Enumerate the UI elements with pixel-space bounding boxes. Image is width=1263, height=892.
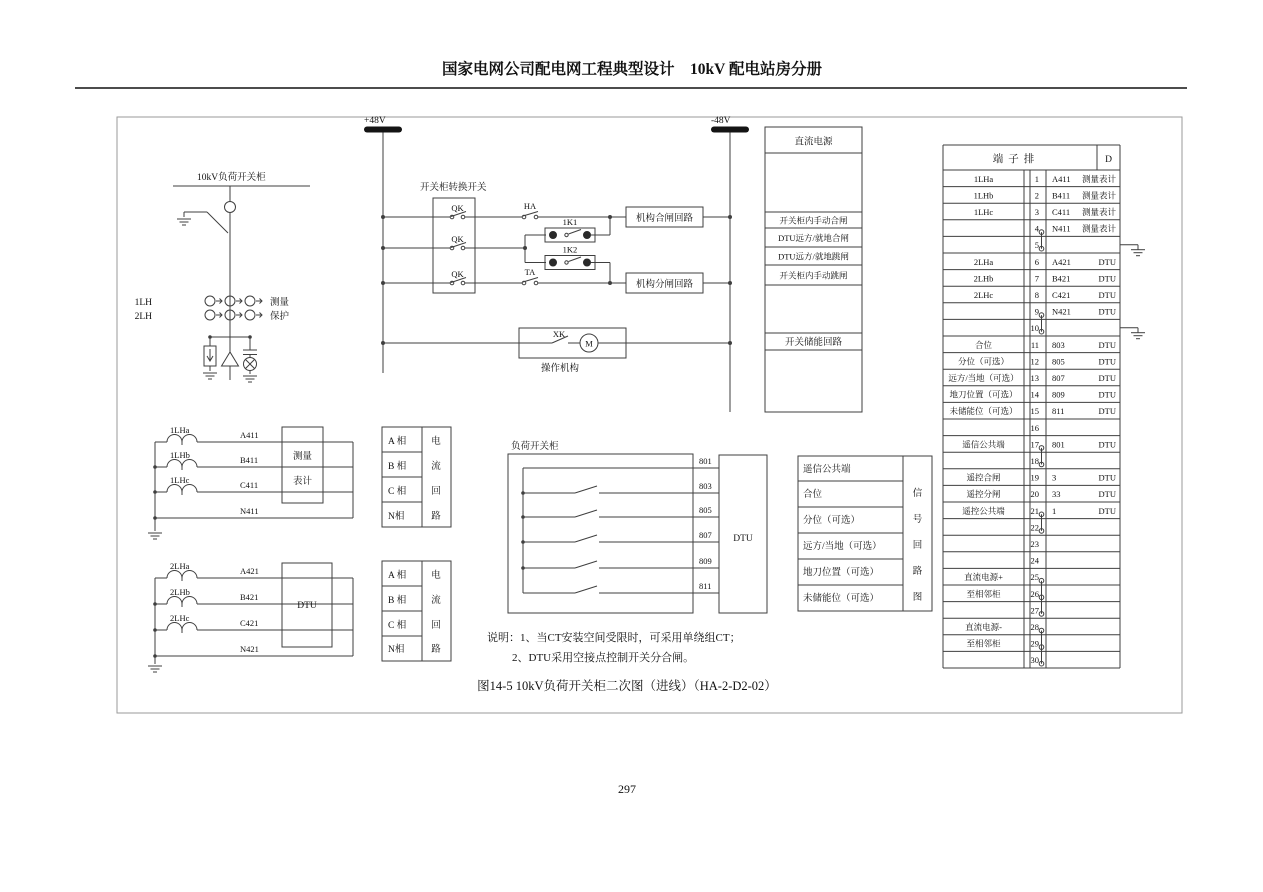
coil-label: 1LHc [170,475,190,485]
tt-wire-20: 33 [1052,489,1061,500]
tt-name-17: 遥信公共端 [962,439,1005,450]
tt-num-25: 25 [1030,572,1039,583]
positive-busbar [364,127,402,133]
protect-label: 保护 [270,312,290,322]
ct2-label: 2LH [134,312,152,322]
tt-wire-4: N411 [1052,223,1071,234]
tt-num-17: 17 [1030,439,1039,450]
tt-num-28: 28 [1030,622,1039,632]
ct1-label: 1LH [134,298,152,308]
signal-circuit [508,440,767,613]
tt-dest-6: DTU [1098,256,1116,267]
ct-circuit-group2 [148,561,353,672]
terminal-strip-table [943,145,1145,668]
tt-num-10: 10 [1030,323,1039,334]
tt-num-26: 26 [1030,588,1039,599]
tt-dest-7: DTU [1098,273,1116,284]
tt-num-9: 9 [1034,306,1039,317]
ground-symbol [203,373,217,379]
signal-wire-label: 811 [699,581,712,591]
dc-legend-panel [765,127,862,412]
loop-char: 路 [431,645,441,655]
tt-num-3: 3 [1034,207,1039,217]
control-circuit [364,116,749,412]
wire-label: A421 [240,566,259,576]
legend-row: 未储能位（可选） [803,594,880,604]
tt-wire-8: C421 [1052,290,1071,300]
tt-dest-9: DTU [1098,306,1116,317]
tt-dest-20: DTU [1098,489,1116,500]
tt-num-5: 5 [1034,240,1039,251]
phase-label: A 相 [388,437,407,447]
dc-row-label: 开关柜内手动合闸 [779,215,848,226]
wire-label: N411 [240,506,259,516]
tt-name-13: 远方/当地（可选） [948,373,1019,383]
relay-1k1-label: 1K1 [562,217,578,227]
coil-label: 2LHb [170,587,190,597]
tt-dest-4: 测量表计 [1081,223,1116,234]
tt-name-29: 至相邻柜 [966,638,1001,649]
tt-dest-8: DTU [1098,290,1116,300]
side-char: 信 [912,489,923,499]
qk-contact-label: QK [451,234,464,244]
transfer-switch-label: 开关柜转换开关 [420,183,487,193]
tt-name-3: 1LHc [973,207,994,217]
phase-label: A 相 [388,571,407,581]
legend-row: 遥信公共端 [803,465,851,475]
wire-label: A411 [240,430,259,440]
side-char: 回 [912,541,923,551]
signal-dtu-label: DTU [733,534,753,544]
tt-num-14: 14 [1030,389,1039,400]
tt-name-14: 地刀位置（可选） [949,389,1018,400]
legend-row: 分位（可选） [803,516,861,526]
phase-label: N相 [388,512,405,522]
coil-label: 1LHa [170,425,190,435]
ct-circuit-group1 [148,425,353,539]
loop-char: 流 [431,462,441,472]
tt-num-16: 16 [1030,422,1039,433]
tt-dest-13: DTU [1098,373,1116,383]
tt-name-28: 直流电源- [965,622,1002,632]
figure-caption: 图14-5 10kV负荷开关柜二次图（进线）（HA-2-D2-02） [477,679,777,693]
negative-bus-label: -48V [711,116,731,126]
tt-name-12: 分位（可选） [957,356,1010,367]
coil-label: 2LHc [170,613,190,623]
tt-num-27: 27 [1030,605,1039,616]
ground-symbol [148,666,162,672]
tt-wire-17: 801 [1052,439,1065,450]
tt-num-1: 1 [1034,173,1039,184]
signal-cabinet-label: 负荷开关柜 [511,442,559,452]
ground-symbol [148,533,162,539]
ha-contact-label: HA [523,201,537,211]
tt-dest-21: DTU [1098,505,1116,516]
loop-char: 回 [431,487,441,497]
tt-dest-2: 测量表计 [1081,190,1116,201]
open-circuit-label: 机构分闸回路 [635,280,694,290]
tt-num-30: 30 [1030,655,1039,666]
side-char: 图 [912,593,923,603]
ta-contact-label: TA [524,267,536,277]
legend-row: 远方/当地（可选） [803,542,882,552]
wire-label: B421 [240,592,259,602]
wire-label: B411 [240,455,259,465]
energy-circuit-label: 开关储能回路 [784,338,843,348]
relay-1k2-label: 1K2 [562,244,578,255]
measure-label: 测量 [270,298,290,308]
tt-dest-14: DTU [1098,389,1116,400]
legend-row: 合位 [803,490,823,500]
meter-label: 测量 [292,452,313,462]
tt-num-29: 29 [1030,638,1039,649]
coil-label: 2LHa [170,561,190,571]
tt-num-11: 11 [1030,339,1039,350]
ground-symbol [243,376,257,382]
tt-dest-11: DTU [1098,339,1116,350]
signal-wire-label: 805 [699,505,712,515]
terminal-table-title: 端子排 [992,154,1040,165]
wire-label: N421 [240,644,259,654]
tt-wire-3: C411 [1052,207,1071,217]
close-circuit-label: 机构合闸回路 [635,214,694,224]
mechanism-label: 操作机构 [541,364,580,374]
tt-dest-17: DTU [1098,439,1116,450]
tt-name-2: 1LHb [973,190,994,201]
wire-label: C421 [240,618,259,628]
tt-num-15: 15 [1030,406,1039,417]
tt-name-6: 2LHa [973,256,994,267]
tt-num-22: 22 [1030,522,1039,533]
tt-num-24: 24 [1030,555,1039,566]
signal-cabinet-box [508,454,693,613]
tt-name-21: 遥控公共端 [962,505,1005,516]
tt-num-7: 7 [1034,273,1039,284]
tt-wire-1: A411 [1052,173,1071,184]
tt-name-15: 未储能位（可选） [949,406,1018,417]
signal-wire-label: 807 [699,530,712,540]
load-switch-symbol [225,202,236,213]
dc-row-label: 开关柜内手动跳闸 [779,270,848,281]
side-char: 号 [912,515,923,525]
tt-name-8: 2LHc [973,290,994,300]
tt-num-12: 12 [1030,356,1039,367]
phase-label: C 相 [388,487,407,497]
tt-num-6: 6 [1034,256,1039,267]
loop-char: 路 [431,512,441,522]
note-line-1: 说明：1、当CT安装空间受限时，可采用单绕组CT； [487,632,741,644]
tt-wire-12: 805 [1052,356,1065,367]
legend-row: 地刀位置（可选） [803,568,880,578]
tt-num-8: 8 [1034,290,1039,300]
tt-dest-12: DTU [1098,356,1116,367]
motor-label: M [585,338,593,349]
qk-contact-label: QK [451,203,464,213]
primary-one-line [135,171,310,382]
phase-legend-box2 [382,561,451,661]
tt-wire-2: B411 [1052,190,1071,201]
phase-label: B 相 [388,462,407,472]
loop-char: 电 [431,437,441,447]
tt-name-25: 直流电源+ [964,572,1003,583]
tt-name-26: 至相邻柜 [966,588,1001,599]
tt-wire-7: B421 [1052,273,1071,284]
tt-name-19: 遥控合闸 [966,472,1001,483]
signal-wire-label: 801 [699,456,712,466]
dc-title: 直流电源 [794,137,833,148]
positive-bus-label: +48V [364,116,386,126]
tt-wire-11: 803 [1052,339,1065,350]
tt-wire-19: 3 [1052,472,1057,483]
tt-num-20: 20 [1030,489,1039,500]
dtu-label: DTU [297,601,317,611]
tt-num-19: 19 [1030,472,1039,483]
cabinet-label: 10kV负荷开关柜 [197,173,266,183]
tt-dest-1: 测量表计 [1081,173,1116,184]
tt-num-21: 21 [1030,505,1039,516]
tt-num-2: 2 [1034,190,1039,201]
xk-contact-label: XK [552,329,566,339]
coil-label: 1LHb [170,450,190,460]
tt-name-20: 遥控分闸 [966,489,1001,500]
tt-wire-13: 807 [1052,373,1065,383]
tt-name-11: 合位 [974,339,993,350]
phase-label: C 相 [388,621,407,631]
side-char: 路 [912,567,923,577]
terminal-table-d-col: D [1105,155,1112,165]
tt-num-4: 4 [1034,223,1039,234]
signal-wire-label: 809 [699,556,712,566]
drawing-frame [117,117,1182,713]
loop-char: 电 [431,571,441,581]
phase-label: N相 [388,645,405,655]
tt-dest-15: DTU [1098,406,1116,417]
winding-symbol [222,352,239,366]
document-title: 国家电网公司配电网工程典型设计 10kV 配电站房分册 [442,61,822,78]
qk-contact-label: QK [451,269,464,279]
dc-row-label: DTU远方/就地跳闸 [778,251,849,262]
loop-char: 流 [431,596,441,606]
phase-label: B 相 [388,596,407,606]
phase-legend-box1 [382,427,451,527]
tt-dest-3: 测量表计 [1081,207,1116,217]
note-line-2: 2、DTU采用空接点控制开关分合闸。 [512,652,695,664]
signal-wire-label: 803 [699,481,712,491]
tt-wire-6: A421 [1052,256,1071,267]
tt-wire-14: 809 [1052,389,1065,400]
tt-num-18: 18 [1030,456,1039,466]
ground-symbol [177,219,191,225]
tt-name-1: 1LHa [973,173,994,184]
tt-dest-19: DTU [1098,472,1116,483]
negative-busbar [711,127,749,133]
tt-name-7: 2LHb [973,273,994,284]
tt-wire-15: 811 [1052,406,1065,417]
loop-char: 回 [431,621,441,631]
page-number: 297 [618,782,636,796]
tt-num-13: 13 [1030,373,1039,383]
signal-legend [798,456,932,611]
tt-wire-21: 1 [1052,505,1057,516]
wire-label: C411 [240,480,259,490]
meter-label: 表计 [292,477,313,487]
dc-row-label: DTU远方/就地合闸 [778,233,849,243]
tt-wire-9: N421 [1052,306,1071,317]
tt-num-23: 23 [1030,539,1039,549]
